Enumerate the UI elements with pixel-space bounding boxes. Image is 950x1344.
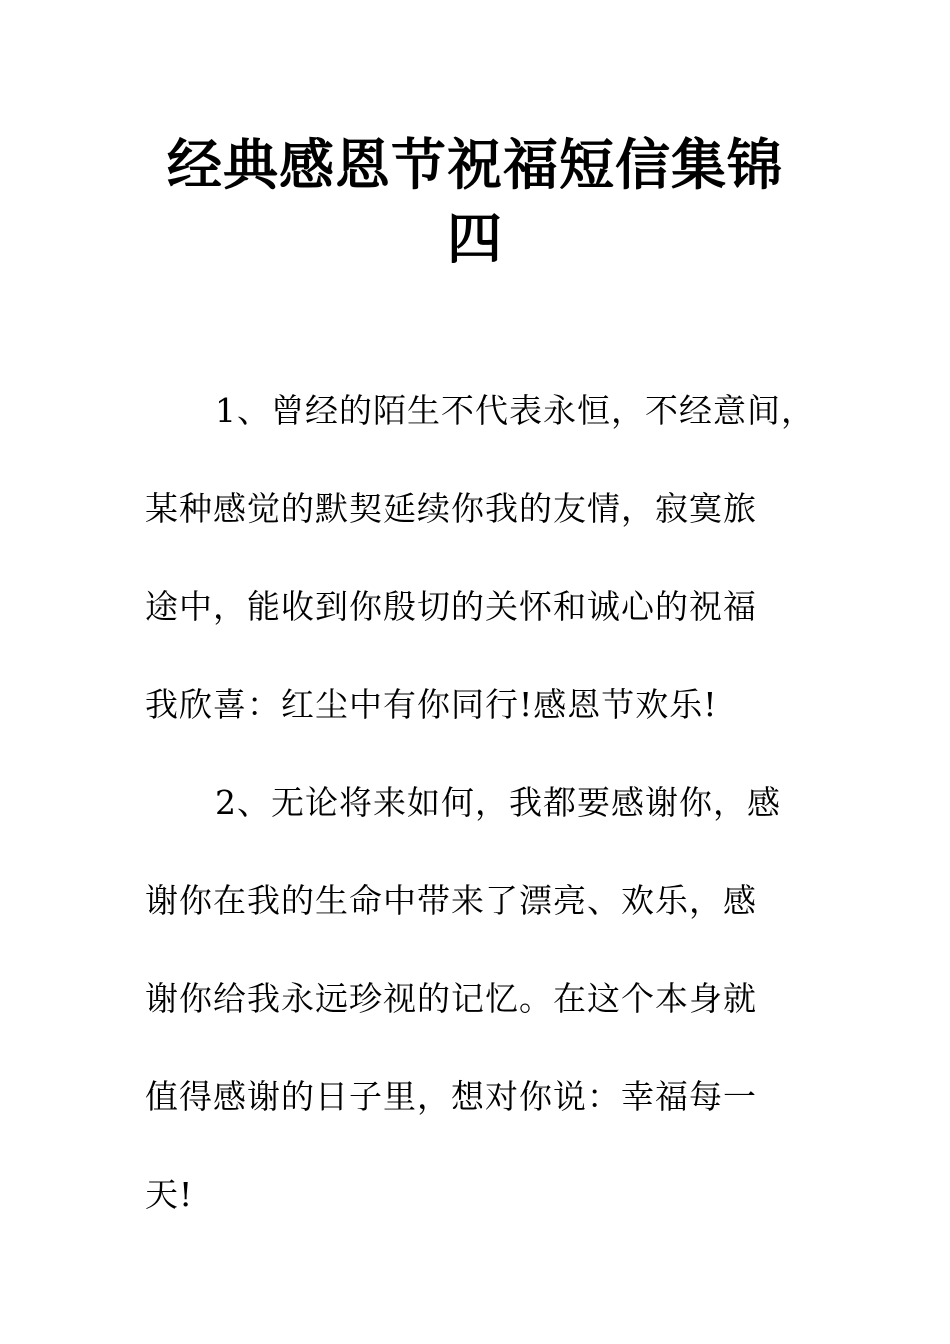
paragraph-2-line-4: 值得感谢的日子里，想对你说：幸福每一 [145,1077,757,1116]
paragraph-1-line-3: 途中，能收到你殷切的关怀和诚心的祝福 [145,587,757,626]
title-line-1: 经典感恩节祝福短信集锦 [166,133,783,197]
paragraph-2-line-5: 天! [145,1175,194,1214]
paragraph-1-line-2: 某种感觉的默契延续你我的友情，寂寞旅 [145,489,757,528]
document-title [140,128,810,276]
paragraph-1-line-4: 我欣喜：红尘中有你同行!感恩节欢乐! [145,685,718,724]
paragraph-1-line-1: 1、曾经的陌生不代表永恒，不经意间， [215,391,815,430]
title-line-2: 四 [446,207,503,271]
paragraph-1 [145,362,835,754]
paragraph-2 [145,754,835,1244]
paragraph-2-line-3: 谢你给我永远珍视的记忆。在这个本身就 [145,979,757,1018]
paragraph-2-line-1: 2、无论将来如何，我都要感谢你，感 [215,783,781,822]
paragraph-2-line-2: 谢你在我的生命中带来了漂亮、欢乐，感 [145,881,757,920]
document-body [145,362,835,1244]
